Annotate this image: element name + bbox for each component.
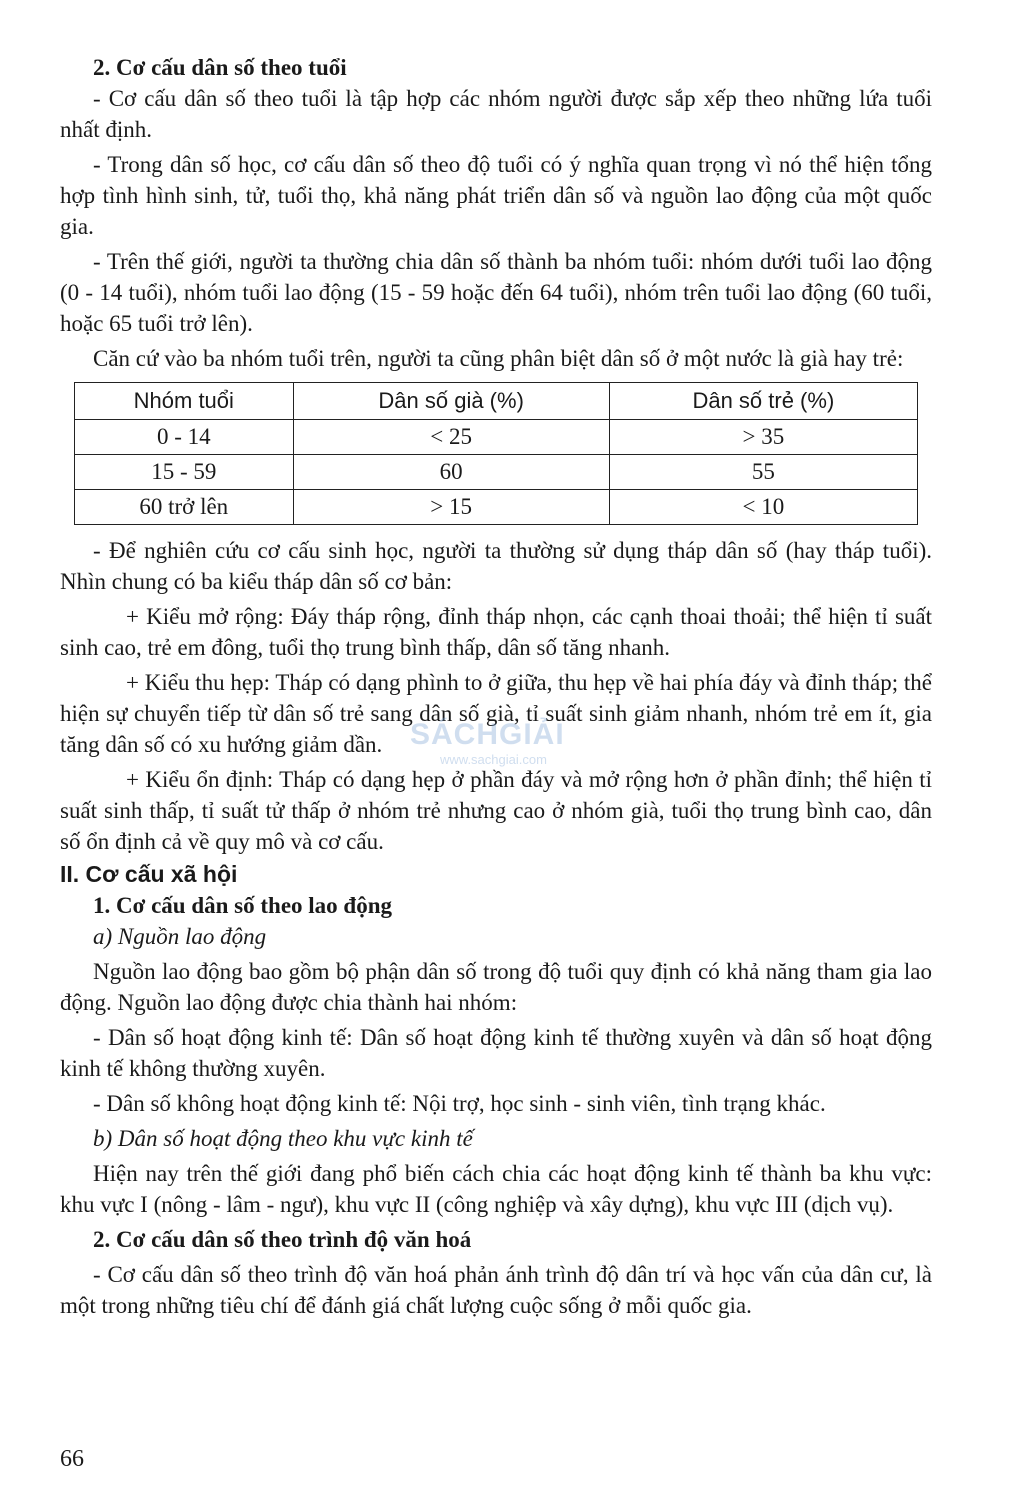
table-cell: < 10 xyxy=(609,490,917,525)
paragraph-pyramid-stable: + Kiểu ổn định: Tháp có dạng hẹp ở phần đáy và mở rộng hơn ở phần đỉnh; thể hiện tỉ suất sinh thấp, tỉ suất tử thấp ở nhóm trẻ nhưng cao ở nhóm già, tuổi thọ trung bình cao, dân số ổn định cả về quy mô và cơ cấu. xyxy=(60,767,932,854)
table-header-row xyxy=(75,383,918,420)
table-cell: > 35 xyxy=(609,420,917,455)
watermark-brand: SÁCHGIẢI xyxy=(410,718,565,751)
table-cell: 55 xyxy=(609,455,917,490)
paragraph-pyramid-expanding: + Kiểu mở rộng: Đáy tháp rộng, đỉnh tháp nhọn, các cạnh thoai thoải; thể hiện tỉ suất sinh cao, trẻ em đông, tuổi thọ trung bình thấp, dân số tăng nhanh. xyxy=(60,604,932,660)
table-row xyxy=(75,420,918,455)
subsection-heading-labor: 1. Cơ cấu dân số theo lao động xyxy=(93,893,393,918)
page-number: 66 xyxy=(60,1446,84,1472)
paragraph-economically-inactive: - Dân số không hoạt động kinh tế: Nội trợ, học sinh - sinh viên, tình trạng khác. xyxy=(93,1091,826,1116)
part-heading-social-structure: II. Cơ cấu xã hội xyxy=(60,861,238,887)
table-row xyxy=(75,490,918,525)
paragraph-education: - Cơ cấu dân số theo trình độ văn hoá phản ánh trình độ dân trí và học vấn của dân cư, là một trong những tiêu chí để đánh giá chất lượng cuộc sống ở mỗi quốc gia. xyxy=(60,1262,932,1318)
table-cell: 60 trở lên xyxy=(75,490,294,525)
watermark-url: www.sachgiai.com xyxy=(440,752,547,767)
table-header-cell: Dân số già (%) xyxy=(293,383,609,420)
paragraph-pyramid-intro: - Để nghiên cứu cơ cấu sinh học, người ta thường sử dụng tháp dân số (hay tháp tuổi). Nhìn chung có ba kiểu tháp dân số cơ bản: xyxy=(60,538,932,594)
subsection-title-labor-source: a) Nguồn lao động xyxy=(93,924,267,949)
paragraph-definition: - Cơ cấu dân số theo tuổi là tập hợp các nhóm người được sắp xếp theo những lứa tuổi nhất định. xyxy=(60,86,932,142)
table-row xyxy=(75,455,918,490)
table-cell: 0 - 14 xyxy=(75,420,294,455)
age-structure-table xyxy=(74,382,918,525)
page-content xyxy=(60,52,932,1321)
table-header-cell: Nhóm tuổi xyxy=(75,383,294,420)
subsection-title-economic-sectors: b) Dân số hoạt động theo khu vực kinh tế xyxy=(93,1126,473,1151)
paragraph-significance: - Trong dân số học, cơ cấu dân số theo độ tuổi có ý nghĩa quan trọng vì nó thể hiện tổng hợp tình hình sinh, tử, tuổi thọ, khả năng phát triển dân số và nguồn lao động của một quốc gia. xyxy=(60,152,932,239)
paragraph-age-groups: - Trên thế giới, người ta thường chia dân số thành ba nhóm tuổi: nhóm dưới tuổi lao động (0 - 14 tuổi), nhóm tuổi lao động (15 - 59 hoặc đến 64 tuổi), nhóm trên tuổi lao động (60 tuổi, hoặc 65 tuổi trở lên). xyxy=(60,249,932,336)
table-cell: < 25 xyxy=(293,420,609,455)
paragraph-economically-active: - Dân số hoạt động kinh tế: Dân số hoạt động kinh tế thường xuyên và dân số hoạt động kinh tế không thường xuyên. xyxy=(60,1025,932,1081)
paragraph-table-intro: Căn cứ vào ba nhóm tuổi trên, người ta cũng phân biệt dân số ở một nước là già hay trẻ: xyxy=(93,346,904,371)
table-cell: 60 xyxy=(293,455,609,490)
paragraph-pyramid-contracting: + Kiểu thu hẹp: Tháp có dạng phình to ở giữa, thu hẹp về hai phía đáy và đỉnh tháp; thể hiện sự chuyển tiếp từ dân số trẻ sang dân số già, tỉ suất sinh giảm nhanh, nhóm trẻ em ít, gia tăng dân số có xu hướng giảm dần. xyxy=(60,670,932,757)
subsection-heading-education: 2. Cơ cấu dân số theo trình độ văn hoá xyxy=(93,1227,472,1252)
table-cell: 15 - 59 xyxy=(75,455,294,490)
table-cell: > 15 xyxy=(293,490,609,525)
table-header-cell: Dân số trẻ (%) xyxy=(609,383,917,420)
paragraph-labor-source: Nguồn lao động bao gồm bộ phận dân số trong độ tuổi quy định có khả năng tham gia lao động. Nguồn lao động được chia thành hai nhóm: xyxy=(60,959,932,1015)
paragraph-economic-sectors: Hiện nay trên thế giới đang phổ biến cách chia các hoạt động kinh tế thành ba khu vực: khu vực I (nông - lâm - ngư), khu vực II (công nghiệp và xây dựng), khu vực III (dịch vụ). xyxy=(60,1161,932,1217)
section-heading-age-structure: 2. Cơ cấu dân số theo tuổi xyxy=(93,55,347,80)
